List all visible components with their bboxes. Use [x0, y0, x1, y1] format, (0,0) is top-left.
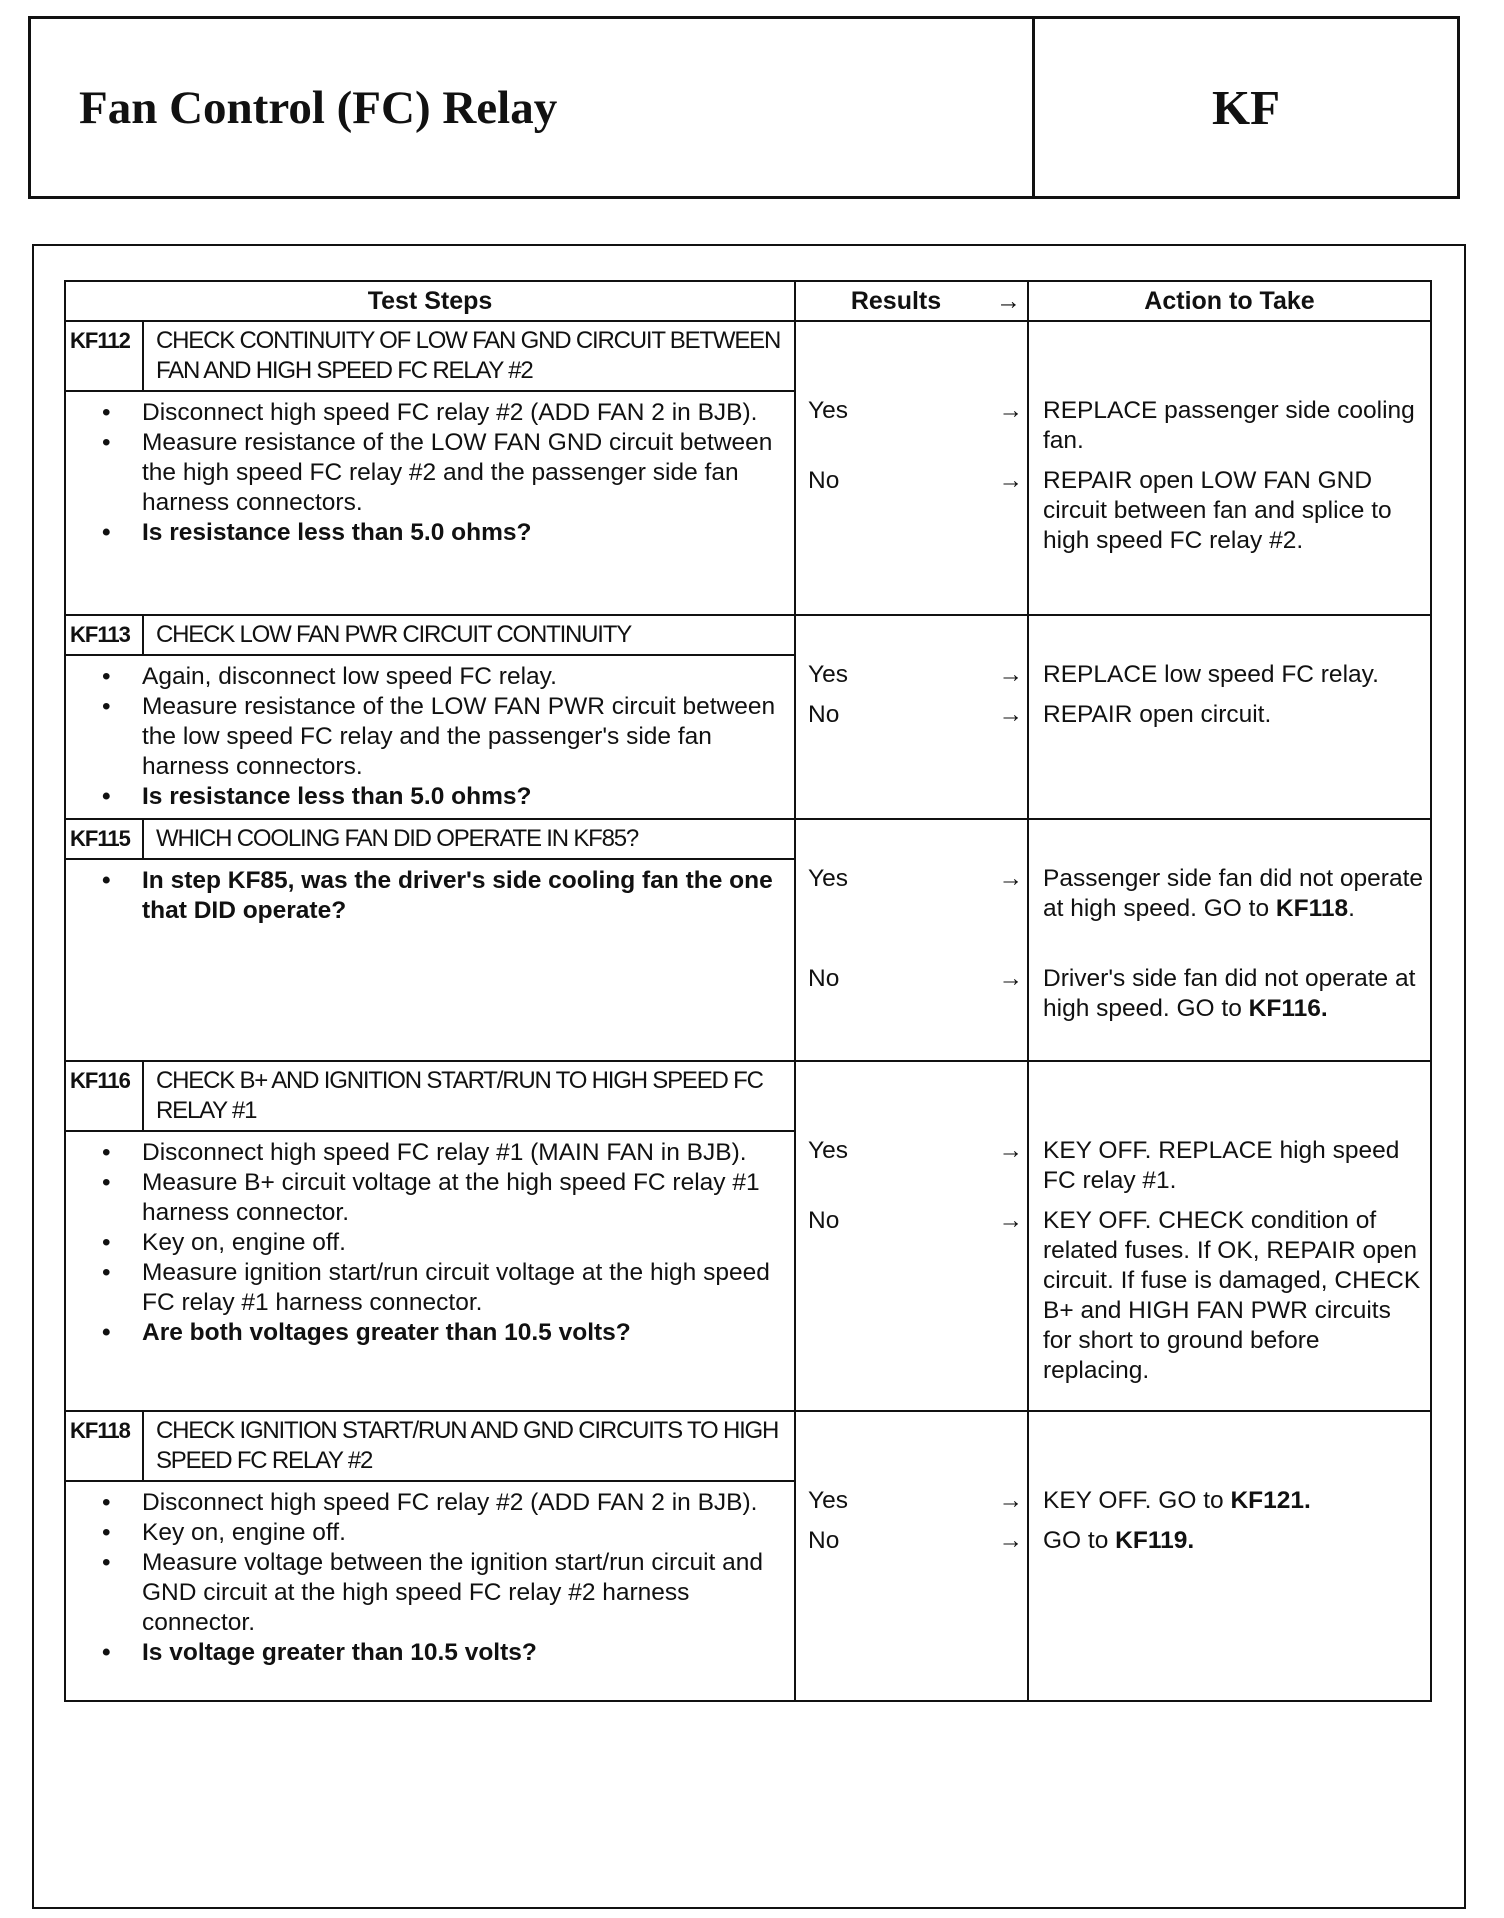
result-label: No [808, 965, 840, 992]
results-cell [795, 819, 1028, 1061]
results-cell [795, 1411, 1028, 1701]
arrow-icon: → [998, 467, 1023, 494]
step-title: CHECK CONTINUITY OF LOW FAN GND CIRCUIT BETWEEN FAN AND HIGH SPEED FC RELAY #2 [156, 327, 781, 384]
list-item: • Measure resistance of the LOW FAN PWR circuit between the low speed FC relay and the passenger's side fan harness connectors. [142, 692, 776, 782]
result-label: Yes [808, 397, 848, 424]
step-question: • Are both voltages greater than 10.5 volts? [142, 1318, 776, 1348]
arrow-icon: → [998, 397, 1023, 424]
table-row [65, 1411, 1431, 1701]
action-text: Passenger side fan did not operate at high speed. GO to KF118. [1043, 865, 1424, 922]
arrow-icon: → [996, 287, 1021, 315]
page-title: Fan Control (FC) Relay [31, 19, 1035, 196]
step-question: • Is resistance less than 5.0 ohms? [142, 782, 776, 812]
test-step-cell [65, 819, 795, 1061]
arrow-icon: → [998, 1527, 1023, 1554]
result-no [796, 1206, 1027, 1236]
action-text-body: KEY OFF. GO to [1043, 1487, 1224, 1514]
step-title: CHECK LOW FAN PWR CIRCUIT CONTINUITY [156, 621, 632, 648]
step-id: KF118 [66, 1412, 144, 1480]
test-step-cell [65, 1061, 795, 1411]
result-label: Yes [808, 1137, 848, 1164]
result-label: Yes [808, 1487, 848, 1514]
action-cell [1028, 1411, 1431, 1701]
action-text: REPAIR open circuit. [1043, 701, 1272, 728]
list-item: • Measure ignition start/run circuit voltage at the high speed FC relay #1 harness connector. [142, 1258, 776, 1318]
step-id: KF112 [66, 322, 144, 390]
step-header [66, 820, 794, 860]
step-question: • In step KF85, was the driver's side cooling fan the one that DID operate? [142, 866, 776, 926]
action-cell [1028, 1061, 1431, 1411]
step-instructions [66, 656, 794, 818]
step-header [66, 1062, 794, 1132]
result-label: No [808, 701, 840, 728]
result-yes [796, 1486, 1027, 1516]
result-label: No [808, 467, 840, 494]
result-label: Yes [808, 661, 848, 688]
step-instructions [66, 860, 794, 932]
action-cell [1028, 321, 1431, 615]
results-cell [795, 615, 1028, 819]
action-text-body: Driver's side fan did not operate at high speed. GO to [1043, 965, 1416, 1022]
step-id: KF116 [66, 1062, 144, 1130]
action-text: REPAIR open LOW FAN GND circuit between fan and splice to high speed FC relay #2. [1043, 467, 1392, 554]
list-item: • Disconnect high speed FC relay #2 (ADD FAN 2 in BJB). [142, 1488, 776, 1518]
test-steps-table [64, 280, 1432, 1702]
result-yes [796, 864, 1027, 894]
list-item: • Key on, engine off. [142, 1228, 776, 1258]
result-label: No [808, 1527, 840, 1554]
action-text-body: GO to [1043, 1527, 1109, 1554]
step-reference: KF116 [1248, 995, 1321, 1022]
step-id: KF113 [66, 616, 144, 654]
result-yes [796, 1136, 1027, 1166]
list-item: • Again, disconnect low speed FC relay. [142, 662, 776, 692]
step-reference: KF121. [1230, 1487, 1311, 1514]
arrow-icon: → [998, 1207, 1023, 1234]
step-header [66, 1412, 794, 1482]
arrow-icon: → [998, 865, 1023, 892]
test-step-cell [65, 1411, 795, 1701]
results-header-label: Results [850, 287, 942, 315]
action-text-body: Passenger side fan did not operate at high speed. GO to [1043, 865, 1424, 922]
step-question: • Is voltage greater than 10.5 volts? [142, 1638, 776, 1668]
table-row [65, 819, 1431, 1061]
step-id: KF115 [66, 820, 144, 858]
step-header [66, 322, 794, 392]
step-question: • Is resistance less than 5.0 ohms? [142, 518, 776, 548]
step-title: WHICH COOLING FAN DID OPERATE IN KF85? [156, 825, 639, 852]
table-header-row [65, 281, 1431, 321]
list-item: • Measure B+ circuit voltage at the high speed FC relay #1 harness connector. [142, 1168, 776, 1228]
action-cell [1028, 819, 1431, 1061]
list-item: • Key on, engine off. [142, 1518, 776, 1548]
result-no [796, 1526, 1027, 1556]
col-header-results [795, 281, 1028, 321]
step-instructions [66, 1482, 794, 1674]
arrow-icon: → [998, 1487, 1023, 1514]
test-step-cell [65, 321, 795, 615]
action-cell [1028, 615, 1431, 819]
step-title: CHECK B+ AND IGNITION START/RUN TO HIGH SPEED FC RELAY #1 [156, 1067, 763, 1124]
step-title: CHECK IGNITION START/RUN AND GND CIRCUITS TO HIGH SPEED FC RELAY #2 [156, 1417, 779, 1474]
step-instructions [66, 392, 794, 554]
action-text: KEY OFF. CHECK condition of related fuses. If OK, REPAIR open circuit. If fuse is damaged, CHECK B+ and HIGH FAN PWR circuits for short to ground before replacing. [1043, 1207, 1421, 1384]
result-label: Yes [808, 865, 848, 892]
step-instructions [66, 1132, 794, 1354]
result-yes [796, 396, 1027, 426]
arrow-icon: → [998, 965, 1023, 992]
step-header [66, 616, 794, 656]
col-header-action: Action to Take [1028, 281, 1431, 321]
result-no [796, 466, 1027, 496]
arrow-icon: → [998, 701, 1023, 728]
action-text [1029, 1526, 1430, 1556]
result-label: No [808, 1207, 840, 1234]
arrow-icon: → [998, 1137, 1023, 1164]
action-text: KEY OFF. REPLACE high speed FC relay #1. [1043, 1137, 1400, 1194]
list-item: • Measure resistance of the LOW FAN GND circuit between the high speed FC relay #2 and the passenger side fan harness connectors. [142, 428, 776, 518]
list-item: • Disconnect high speed FC relay #1 (MAIN FAN in BJB). [142, 1138, 776, 1168]
arrow-icon: → [998, 661, 1023, 688]
step-reference: KF118 [1275, 895, 1349, 922]
result-no [796, 700, 1027, 730]
section-code: KF [1211, 80, 1281, 135]
test-step-cell [65, 615, 795, 819]
result-yes [796, 660, 1027, 690]
results-cell [795, 321, 1028, 615]
action-text: REPLACE low speed FC relay. [1043, 661, 1379, 688]
table-row [65, 615, 1431, 819]
result-no [796, 964, 1027, 994]
step-reference: KF119. [1115, 1527, 1195, 1554]
page-header [28, 16, 1460, 199]
action-text: Driver's side fan did not operate at high speed. GO to KF116. [1043, 965, 1416, 1022]
col-header-test-steps: Test Steps [65, 281, 795, 321]
list-item: • Disconnect high speed FC relay #2 (ADD FAN 2 in BJB). [142, 398, 776, 428]
table-row [65, 1061, 1431, 1411]
table-row [65, 321, 1431, 615]
results-cell [795, 1061, 1028, 1411]
action-text [1029, 1486, 1430, 1526]
action-text: REPLACE passenger side cooling fan. [1043, 397, 1415, 454]
list-item: • Measure voltage between the ignition start/run circuit and GND circuit at the high speed FC relay #2 harness connector. [142, 1548, 776, 1638]
